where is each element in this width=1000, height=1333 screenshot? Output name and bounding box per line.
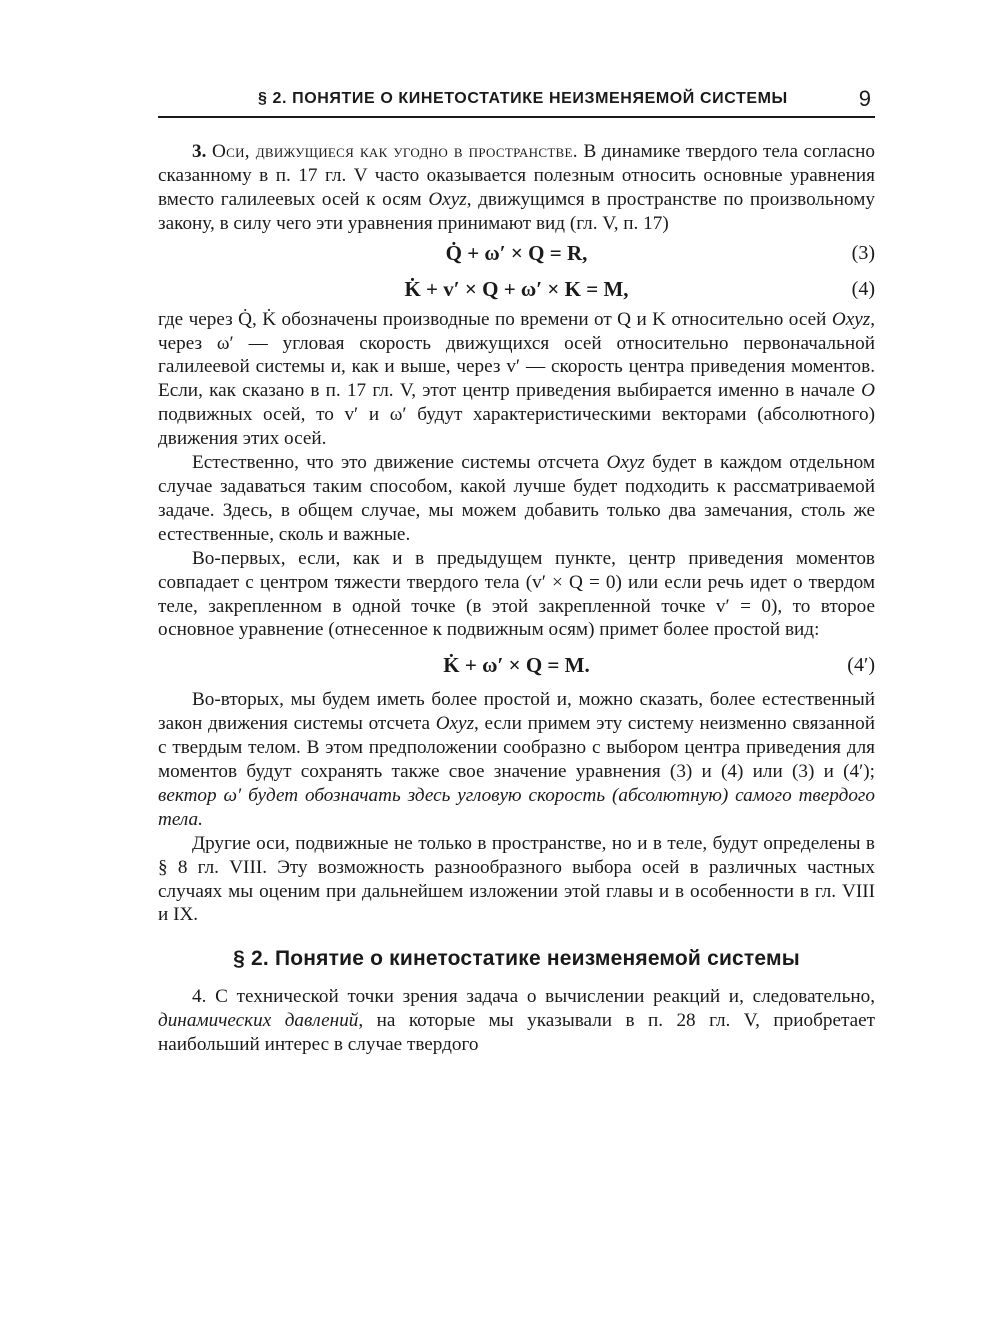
axes-symbol: Oxyz bbox=[435, 713, 475, 735]
equation-formula: Q̇ + ω′ × Q = R, bbox=[445, 240, 588, 265]
header-title: § 2. ПОНЯТИЕ О КИНЕТОСТАТИКЕ НЕИЗМЕНЯЕМОЙ СИСТЕМЫ bbox=[258, 90, 788, 107]
paragraph-text: В динамике твердого тела согласно сказанному в п. 17 гл. V часто оказывается полезным относить основные уравнения вместо галилеевых осей к осям bbox=[158, 141, 876, 210]
paragraph-other: Другие оси, подвижные не только в пространстве, но и в теле, будут определены в § 8 гл. VIII. Эту возможность разнообразного выбора осей в различных частных случаях мы оценим при дальнейшем изложении этой главы и в особенности в гл. VIII и IX. bbox=[158, 832, 875, 926]
paragraph-text: , на которые мы указывали в п. 28 гл. V, приобретает наибольший интерес в случае твердого bbox=[158, 1010, 875, 1056]
paragraph-4 bbox=[158, 985, 875, 1057]
origin-symbol: O bbox=[861, 380, 875, 402]
paragraph-where bbox=[158, 308, 875, 451]
axes-symbol: Oxyz bbox=[428, 188, 467, 210]
paragraph-3 bbox=[158, 140, 875, 236]
equation-formula: K̇ + ω′ × Q = M. bbox=[443, 653, 590, 678]
paragraph-second bbox=[158, 688, 875, 831]
section-title: § 2. Понятие о кинетостатике неизменяемой системы bbox=[233, 947, 800, 971]
axes-symbol: Oxyz bbox=[606, 452, 645, 474]
paragraph-text: , через ω′ — угловая скорость движущихся осей относительно первоначальной галилеевой системы и, как и выше, через v′ — скорость центра приведения моментов. Если, как сказано в п. 17 гл. V, этот центр приведения выбирается именно в начале bbox=[158, 308, 875, 402]
page-number: 9 bbox=[858, 86, 871, 111]
axes-symbol: Oxyz bbox=[831, 308, 871, 330]
running-header bbox=[158, 86, 875, 118]
paragraph-text: , если примем эту систему неизменно связанной с твердым телом. В этом предположении сообразно с выбором центра приведения для моментов будут сохранять также свое значение уравнения (3) и (4) или (3) и (4′); bbox=[158, 713, 875, 783]
paragraph-first: Во-первых, если, как и в предыдущем пункте, центр приведения моментов совпадает с центром тяжести твердого тела (v′ × Q = 0) или если речь идет о твердом теле, закрепленном в одной точке (в этой закрепленной точке v′ = 0), то второе основное уравнение (отнесенное к подвижным осям) примет более простой вид: bbox=[158, 547, 875, 641]
equation-tag: (4) bbox=[851, 277, 875, 300]
paragraph-text: будет в каждом отдельном случае задаваться таким способом, какой лучше будет подходить к рассматриваемой задаче. Здесь, в общем случае, мы можем добавить только два замечания, столь же естественные, сколь и важные. bbox=[158, 452, 876, 545]
italic-emphasis: вектор ω′ будет обозначать здесь угловую скорость (абсолютную) самого твердого тела. bbox=[158, 784, 875, 830]
paragraph-text: где через Q̇, K̇ обозначены производные по времени от Q и K относительно осей bbox=[158, 308, 832, 330]
paragraph-text: Во-вторых, мы будем иметь более простой и, можно сказать, более естественный закон движения системы отсчета bbox=[158, 689, 875, 735]
equation-formula: K̇ + v′ × Q + ω′ × K = M, bbox=[404, 276, 629, 301]
page-body bbox=[158, 140, 875, 1057]
equation-4 bbox=[158, 272, 875, 308]
paragraph-text: , движущимся в пространстве по произвольному закону, в силу чего эти уравнения принимают вид (гл. V, п. 17) bbox=[158, 188, 875, 234]
paragraph-heading: Оси, движущиеся как угодно в пространстве. bbox=[211, 141, 578, 162]
equation-3 bbox=[158, 236, 875, 272]
equation-tag: (4′) bbox=[847, 654, 875, 677]
paragraph-text: С технической точки зрения задача о вычислении реакций и, следовательно, bbox=[206, 986, 875, 1008]
equation-tag: (3) bbox=[851, 241, 875, 264]
paragraph-text: подвижных осей, то v′ и ω′ будут характеристическими векторами (абсолютного) движения этих осей. bbox=[158, 404, 875, 450]
italic-emphasis: динамических давлений bbox=[158, 1010, 359, 1032]
paragraph-text: Естественно, что это движение системы отсчета bbox=[192, 452, 607, 474]
paragraph-natural bbox=[158, 451, 875, 547]
paragraph-number: 4. bbox=[192, 986, 207, 1008]
equation-4-prime bbox=[158, 648, 875, 684]
paragraph-number: 3. bbox=[192, 141, 207, 162]
